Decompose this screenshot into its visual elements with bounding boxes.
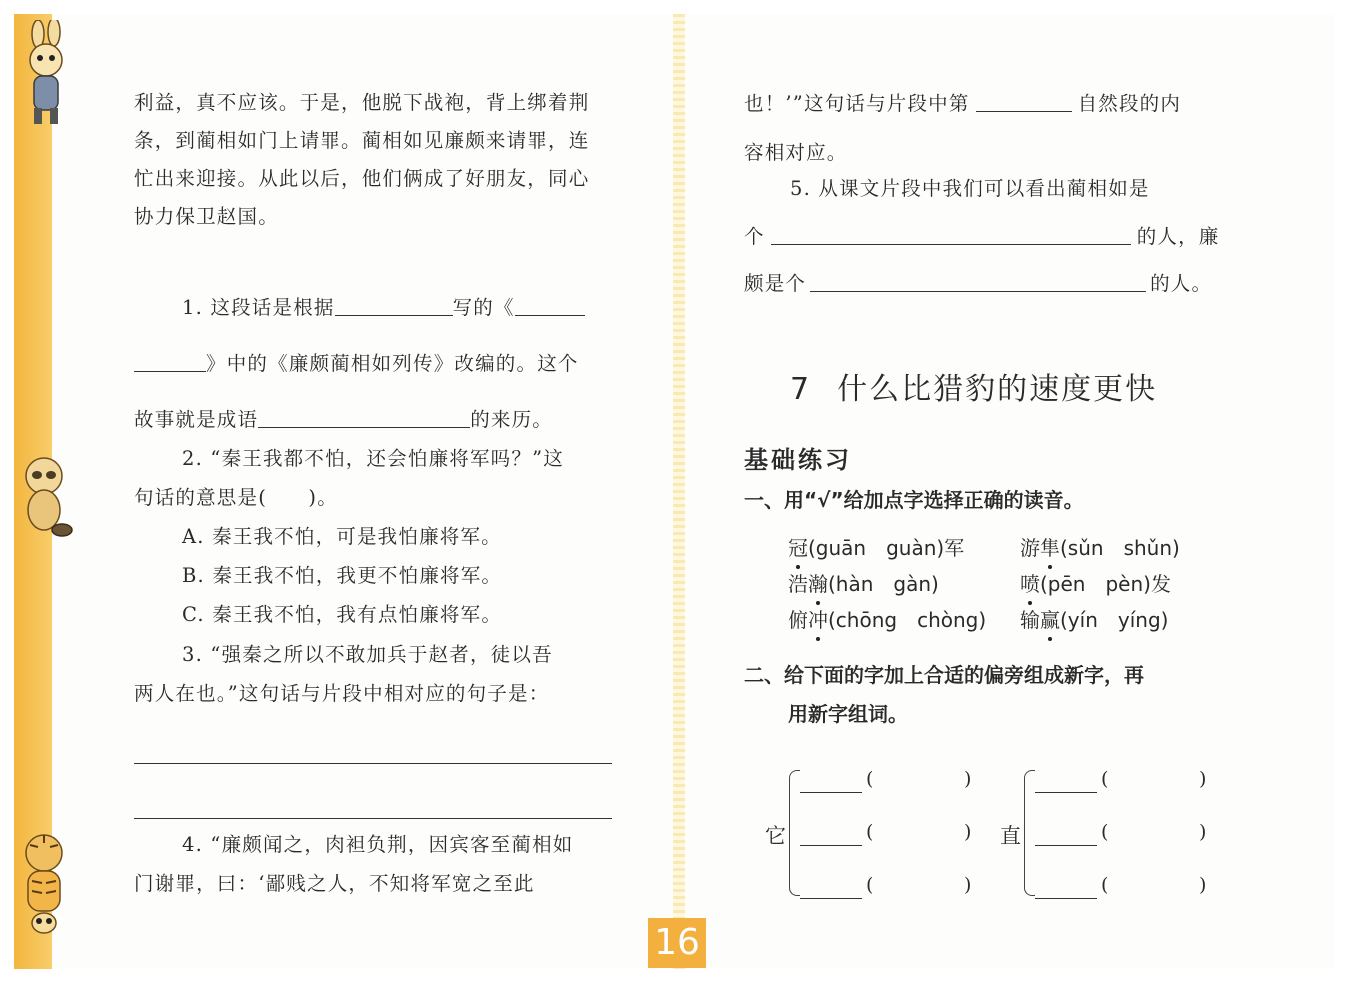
section-heading: 基础练习 <box>744 446 852 474</box>
pinyin-options: (sǔn shǔn) <box>1060 536 1180 560</box>
question-1-line-1 <box>182 296 585 320</box>
option-b[interactable]: B. 秦王我不怕，我更不怕廉将军。 <box>182 564 503 587</box>
word-paren-open[interactable]: ( <box>1101 821 1109 843</box>
base-char: 它 <box>765 824 786 848</box>
word-paren-open[interactable]: ( <box>866 821 874 843</box>
lesson-number: 7 <box>790 372 812 407</box>
pinyin-item[interactable] <box>1020 532 1180 561</box>
brace <box>789 770 800 896</box>
new-char-blank[interactable] <box>1035 898 1097 899</box>
question-4-line-2: 门谢罪，曰：‘鄙贱之人，不知将军宽之至此 <box>134 872 535 895</box>
brace <box>1024 770 1035 896</box>
raccoon-mascot-icon <box>14 450 74 542</box>
pinyin-item[interactable] <box>788 532 964 561</box>
page-number: 16 <box>648 918 706 968</box>
word-paren-close: ) <box>1199 768 1207 790</box>
dotted-char: 冲 <box>808 604 828 633</box>
question-1-text: 故事就是成语 <box>134 408 259 431</box>
word-paren-open[interactable]: ( <box>1101 768 1109 790</box>
rabbit-mascot-icon <box>16 20 74 130</box>
lesson-title <box>790 364 1157 408</box>
question-5-line-1: 5. 从课文片段中我们可以看出蔺相如是 <box>790 177 1150 200</box>
new-char-blank[interactable] <box>1035 792 1097 793</box>
passage-line: 利益，真不应该。于是，他脱下战袍，背上绑着荆 <box>134 91 590 114</box>
left-page <box>14 14 676 969</box>
char: 浩 <box>788 572 808 596</box>
passage-line: 忙出来迎接。从此以后，他们俩成了好朋友，同心 <box>134 167 590 190</box>
question-2-line-2[interactable]: 句话的意思是( )。 <box>134 486 338 509</box>
char: 输 <box>1020 608 1040 632</box>
exercise-2-prompt-line-2: 用新字组词。 <box>788 702 908 726</box>
exercise-1-prompt: 一、用“√”给加点字选择正确的读音。 <box>744 488 1084 512</box>
question-5-line-3 <box>744 272 1212 296</box>
answer-blank[interactable] <box>134 353 206 372</box>
char: 俯 <box>788 608 808 632</box>
pinyin-item[interactable] <box>1020 604 1168 633</box>
new-char-blank[interactable] <box>1035 845 1097 846</box>
new-char-blank[interactable] <box>800 845 862 846</box>
tiger-mascot-icon <box>14 825 74 943</box>
question-5-text: 个 <box>744 225 765 248</box>
word-paren-close: ) <box>964 768 972 790</box>
question-1-text: 的来历。 <box>470 408 554 431</box>
answer-blank[interactable] <box>810 273 1146 292</box>
word-paren-close: ) <box>964 821 972 843</box>
question-3-line-1: 3. “强秦之所以不敢加兵于赵者，徒以吾 <box>182 643 553 666</box>
question-1-text: 》中的《廉颇蔺相如列传》改编的。这个 <box>206 352 579 375</box>
option-c[interactable]: C. 秦王我不怕，我有点怕廉将军。 <box>182 603 503 626</box>
question-5-text: 的人，廉 <box>1136 225 1220 248</box>
question-4-continued <box>744 92 1181 116</box>
pinyin-item[interactable] <box>788 568 939 597</box>
dotted-char: 冠 <box>788 532 808 561</box>
word-paren-close: ) <box>1199 874 1207 896</box>
question-4-continued: 容相对应。 <box>744 141 848 164</box>
question-1-line-2 <box>134 352 579 376</box>
answer-blank[interactable] <box>258 409 470 428</box>
passage-line: 协力保卫赵国。 <box>134 205 279 228</box>
pinyin-item[interactable] <box>1020 568 1171 597</box>
char: 游 <box>1020 536 1040 560</box>
question-5-text: 颇是个 <box>744 272 807 295</box>
question-4-text: 也！’”这句话与片段中第 <box>744 92 970 115</box>
lesson-title-text: 什么比猎豹的速度更快 <box>837 372 1158 407</box>
exercise-2-prompt-line-1: 二、给下面的字加上合适的偏旁组成新字，再 <box>744 663 1144 687</box>
question-5-text: 的人。 <box>1150 272 1213 295</box>
question-1-line-3 <box>134 408 553 432</box>
question-3-line-2: 两人在也。”这句话与片段中相对应的句子是： <box>134 682 550 705</box>
answer-line[interactable] <box>134 818 612 819</box>
word-paren-open[interactable]: ( <box>866 768 874 790</box>
pinyin-options: (chōng chòng) <box>828 608 987 632</box>
answer-blank[interactable] <box>771 226 1131 245</box>
dotted-char: 喷 <box>1020 568 1040 597</box>
word-paren-open[interactable]: ( <box>1101 874 1109 896</box>
option-a[interactable]: A. 秦王我不怕，可是我怕廉将军。 <box>182 525 502 548</box>
answer-blank[interactable] <box>976 93 1072 112</box>
page-fold <box>673 14 685 969</box>
dotted-char: 赢 <box>1040 604 1060 633</box>
char: 军 <box>944 536 965 560</box>
word-paren-close: ) <box>964 874 972 896</box>
pinyin-options: (guān guàn) <box>808 536 945 560</box>
pinyin-options: (yín yíng) <box>1060 608 1169 632</box>
question-1-text: 写的《 <box>452 296 515 319</box>
answer-blank[interactable] <box>335 297 453 316</box>
word-paren-close: ) <box>1199 821 1207 843</box>
answer-line[interactable] <box>134 763 612 764</box>
pinyin-options: (pēn pèn) <box>1040 572 1151 596</box>
dotted-char: 瀚 <box>808 568 828 597</box>
base-char: 直 <box>1000 824 1021 848</box>
question-2-line-1: 2. “秦王我都不怕，还会怕廉将军吗？”这 <box>182 447 564 470</box>
pinyin-item[interactable] <box>788 604 986 633</box>
dotted-char: 隼 <box>1040 532 1060 561</box>
pinyin-options: (hàn gàn) <box>828 572 939 596</box>
question-4-line-1: 4. “廉颇闻之，肉袒负荆，因宾客至蔺相如 <box>182 833 574 856</box>
question-5-line-2 <box>744 225 1220 249</box>
question-1-text: 1. 这段话是根据 <box>182 296 335 319</box>
char: 发 <box>1150 572 1171 596</box>
word-paren-open[interactable]: ( <box>866 874 874 896</box>
passage-line: 条，到蔺相如门上请罪。蔺相如见廉颇来请罪，连 <box>134 129 590 152</box>
answer-blank[interactable] <box>515 297 585 316</box>
new-char-blank[interactable] <box>800 898 862 899</box>
new-char-blank[interactable] <box>800 792 862 793</box>
question-4-text: 自然段的内 <box>1077 92 1182 115</box>
